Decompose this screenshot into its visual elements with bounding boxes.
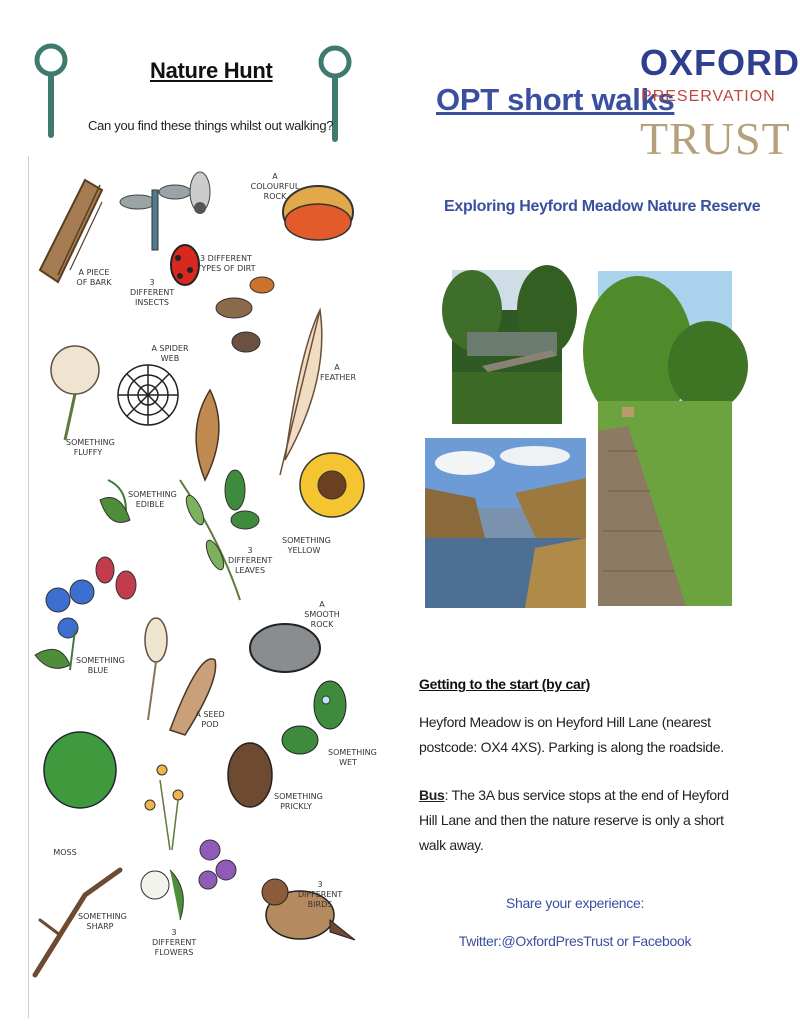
white-flower-icon — [141, 870, 183, 920]
page-subtitle: Can you find these things whilst out walking? — [88, 118, 334, 133]
label-fluffy: SOMETHING FLUFFY — [66, 438, 115, 457]
pine-cone-icon — [228, 743, 272, 807]
bark-icon — [40, 180, 102, 282]
label-edible: SOMETHING EDIBLE — [128, 490, 177, 509]
label-prickly: SOMETHING PRICKLY — [274, 792, 323, 811]
label-bark: A PIECE OF BARK — [76, 268, 112, 287]
fly-icon — [190, 172, 210, 214]
social-links[interactable]: Twitter:@OxfordPresTrust or Facebook — [458, 933, 692, 949]
smooth-rock-icon — [250, 624, 320, 672]
magnifying-glass-icon — [34, 38, 68, 140]
label-blue: SOMETHING BLUE — [76, 656, 125, 675]
label-smooth-rock: A SMOOTH ROCK — [304, 600, 340, 629]
sunflower-icon — [300, 453, 364, 517]
spider-web-icon — [118, 365, 178, 425]
opt-title: OPT short walks — [436, 82, 675, 117]
photo-boardwalk-pond — [452, 270, 562, 424]
label-yellow: SOMETHING YELLOW — [282, 536, 331, 555]
label-leaves: 3 DIFFERENT LEAVES — [228, 546, 273, 575]
bus-directions — [419, 783, 739, 858]
leaves-icon — [180, 470, 259, 600]
ladybird-icon — [171, 245, 199, 285]
bus-text: : The 3A bus service stops at the end of Heyford Hill Lane and then the nature reserve is only a short walk away. — [419, 787, 729, 853]
label-seed-pod: A SEED POD — [195, 710, 225, 729]
label-birds: 3 DIFFERENT BIRDS — [298, 880, 343, 909]
logo-preservation: PRESERVATION — [641, 88, 776, 105]
feather-icon — [280, 310, 322, 475]
section-subtitle: Exploring Heyford Meadow Nature Reserve — [444, 198, 761, 215]
photo-meadow-path — [598, 271, 732, 606]
poppy-pod-icon — [145, 618, 167, 720]
leaf-icon — [196, 390, 219, 480]
label-moss: MOSS — [53, 848, 77, 857]
label-dirt: 3 DIFFERENT TYPES OF DIRT — [196, 254, 256, 273]
logo-oxford: OXFORD — [640, 42, 800, 83]
label-flowers: 3 DIFFERENT FLOWERS — [152, 928, 197, 957]
label-feather: A FEATHER — [320, 363, 357, 382]
moss-icon — [44, 732, 116, 808]
label-colourful-rock: A COLOURFUL ROCK — [250, 172, 300, 201]
getting-heading: Getting to the start (by car) — [419, 676, 590, 692]
label-spider-web: A SPIDER WEB — [151, 344, 189, 363]
photo-river — [425, 438, 586, 608]
purple-flower-icon — [199, 840, 236, 889]
logo-trust: TRUST — [640, 113, 791, 164]
share-heading: Share your experience: — [505, 895, 645, 911]
dandelion-icon — [51, 346, 99, 440]
dirt-icon — [216, 277, 274, 352]
label-sharp: SOMETHING SHARP — [78, 912, 127, 931]
page-edge-line — [28, 156, 29, 1018]
flowers-icon — [145, 765, 183, 850]
page-title: Nature Hunt — [150, 58, 273, 83]
wet-leaf-icon — [282, 681, 346, 754]
label-insects: 3 DIFFERENT INSECTS — [130, 278, 175, 307]
dragonfly-icon — [120, 185, 191, 250]
bus-label: Bus — [419, 787, 445, 803]
car-directions: Heyford Meadow is on Heyford Hill Lane (nearest postcode: OX4 4XS). Parking is along the roadside. — [419, 714, 724, 755]
label-wet: SOMETHING WET — [328, 748, 377, 767]
